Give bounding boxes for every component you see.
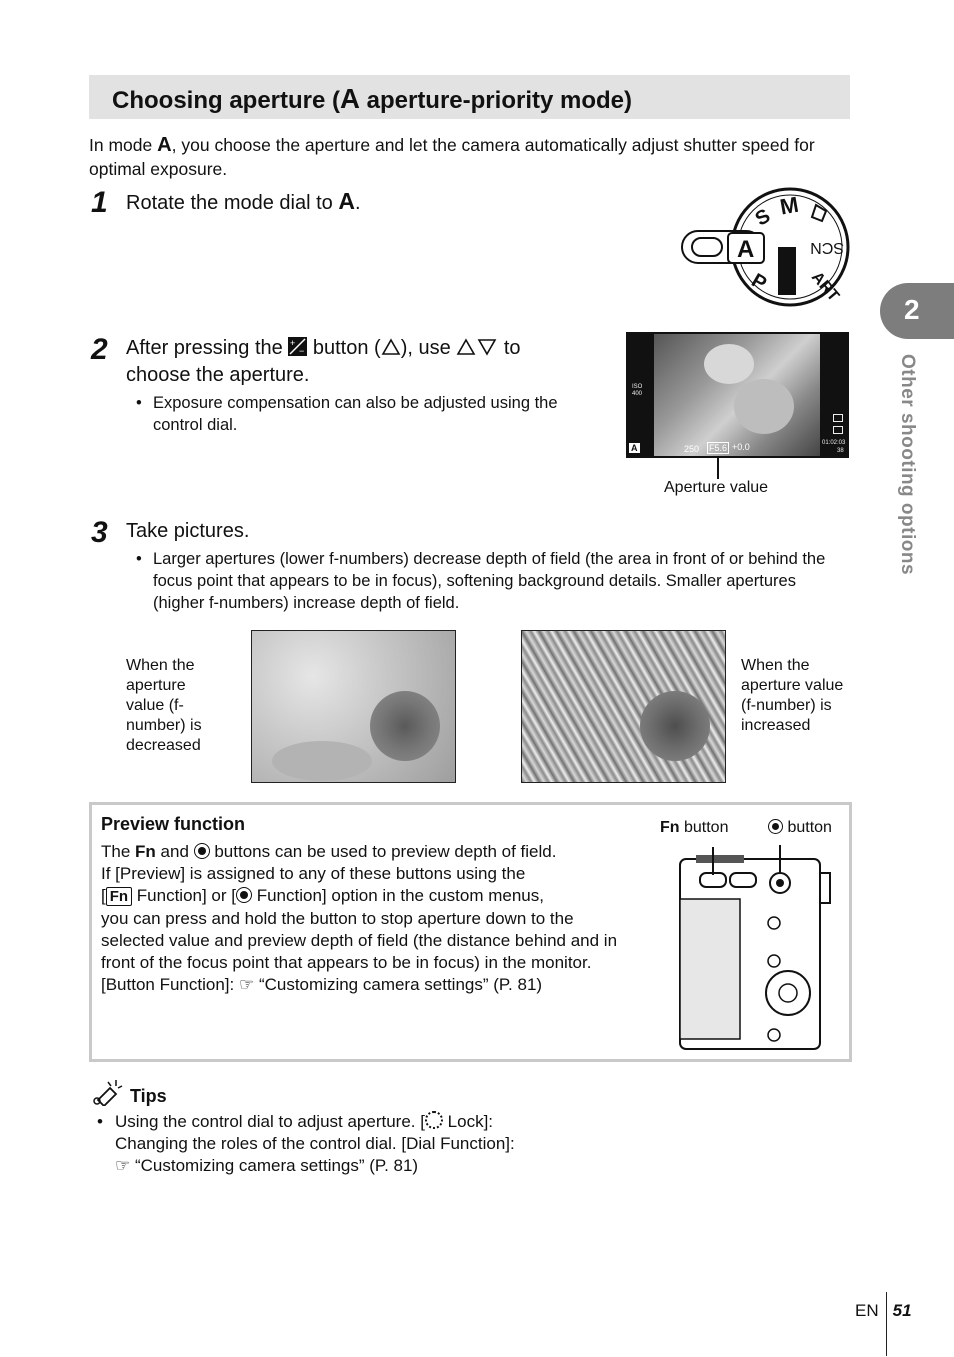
fn-button-shape [700, 873, 726, 887]
dial-label-s: S [751, 204, 775, 231]
step-1-number: 1 [91, 186, 108, 219]
intro-paragraph: In mode A, you choose the aperture and let the camera automatically adjust shutter speed for optimal exposure. [89, 134, 815, 179]
lcd-quality-icon [833, 414, 843, 422]
tips-title: Tips [130, 1086, 167, 1106]
lcd-exposure: +0.0 [732, 442, 750, 452]
dial-label-scn: SCN [810, 239, 844, 256]
exposure-comp-icon [288, 337, 307, 356]
tips-body: • Using the control dial to adjust aperture. [ Lock]: Changing the roles of the control dial. [Dial Function]: ☞ “Customizing camera settings” (P. 81) [97, 1112, 515, 1175]
ring-button-icon [768, 819, 783, 834]
caption-decreased: When the aperture value (f-number) is decreased [126, 657, 202, 754]
lcd-time: 01:02:03 [822, 440, 846, 446]
step-2-number: 2 [91, 333, 108, 366]
fn-button-label: Fn button [660, 819, 729, 836]
step-3-text: Take pictures. [126, 520, 250, 542]
up-arrow-icon [456, 338, 476, 356]
aperture-pointer-line [717, 457, 719, 479]
photo-shallow-depth [251, 630, 456, 783]
step-3-bullet: • Larger apertures (lower f-numbers) decrease depth of field (the area in front of or behind the focus point that appears to be in focus), softening background details. Smaller apertures (higher f-numbers) increase depth of field. [136, 550, 826, 612]
mode-dial-illustration [680, 185, 852, 310]
svg-text:+: + [290, 338, 296, 348]
lcd-screen-illustration [626, 332, 849, 458]
heading-title: Choosing aperture (A aperture-priority mode) [112, 83, 632, 114]
dial-label-p: P [747, 269, 771, 296]
dial-lock-icon [425, 1111, 443, 1129]
aperture-value-caption: Aperture value [664, 479, 769, 496]
lcd-photo [654, 334, 820, 456]
lcd-iso: ISO 400 [632, 384, 643, 397]
page-reference-icon: ☞ [115, 1156, 131, 1175]
dial-label-a: A [737, 236, 755, 263]
section-heading [89, 75, 850, 119]
step-1-text: Rotate the mode dial to A. [126, 188, 361, 214]
svg-text:−: − [299, 346, 305, 356]
ring-button-label: button [768, 819, 832, 837]
page-reference-icon: ☞ [238, 975, 255, 994]
preview-body: The Fn and buttons can be used to preview depth of field. If [Preview] is assigned to any of these buttons using the [ Fn Function] or [ Function] option in the custom menus, you can press and hold the button to stop aperture down to the selected value and preview depth of field (the distance behind and in front of the focus point that appears to be in focus) in the monitor. [Button Function]: ☞ “Customizing camera settings” (P. 81) [101, 842, 618, 994]
ring-button-icon [236, 887, 252, 903]
step-2-text: After pressing the + − button ( ), use to choose the aperture. [126, 337, 521, 386]
fn-icon: Fn [106, 887, 132, 906]
step-3-number: 3 [91, 516, 108, 549]
chapter-side-title: Other shooting options [897, 354, 918, 576]
lcd-ratio-icon [833, 426, 843, 434]
photo-deep-depth [521, 630, 726, 783]
lcd-aperture: F5.6 [709, 443, 728, 453]
caption-increased: When the aperture value (f-number) is increased [741, 657, 844, 734]
preview-function-box [89, 802, 852, 1062]
tips-icon [92, 1078, 124, 1106]
camera-back-illustration [676, 843, 842, 1053]
up-arrow-icon [381, 338, 401, 356]
dial-label-iauto: iAUTO [798, 240, 813, 281]
page-footer: EN 51 [855, 1301, 912, 1320]
dial-label-art: ART [807, 268, 843, 305]
lcd-count: 38 [837, 448, 844, 454]
ring-button-icon [194, 843, 210, 859]
down-arrow-icon [476, 338, 498, 356]
step-2-bullet: • Exposure compensation can also be adjusted using the control dial. [136, 394, 558, 434]
chapter-tab: 2 [880, 283, 954, 339]
dial-label-m: M [778, 191, 801, 220]
preview-title: Preview function [101, 814, 246, 834]
lcd-shutter: 250 [684, 444, 700, 454]
lcd-mode: A [631, 443, 638, 453]
